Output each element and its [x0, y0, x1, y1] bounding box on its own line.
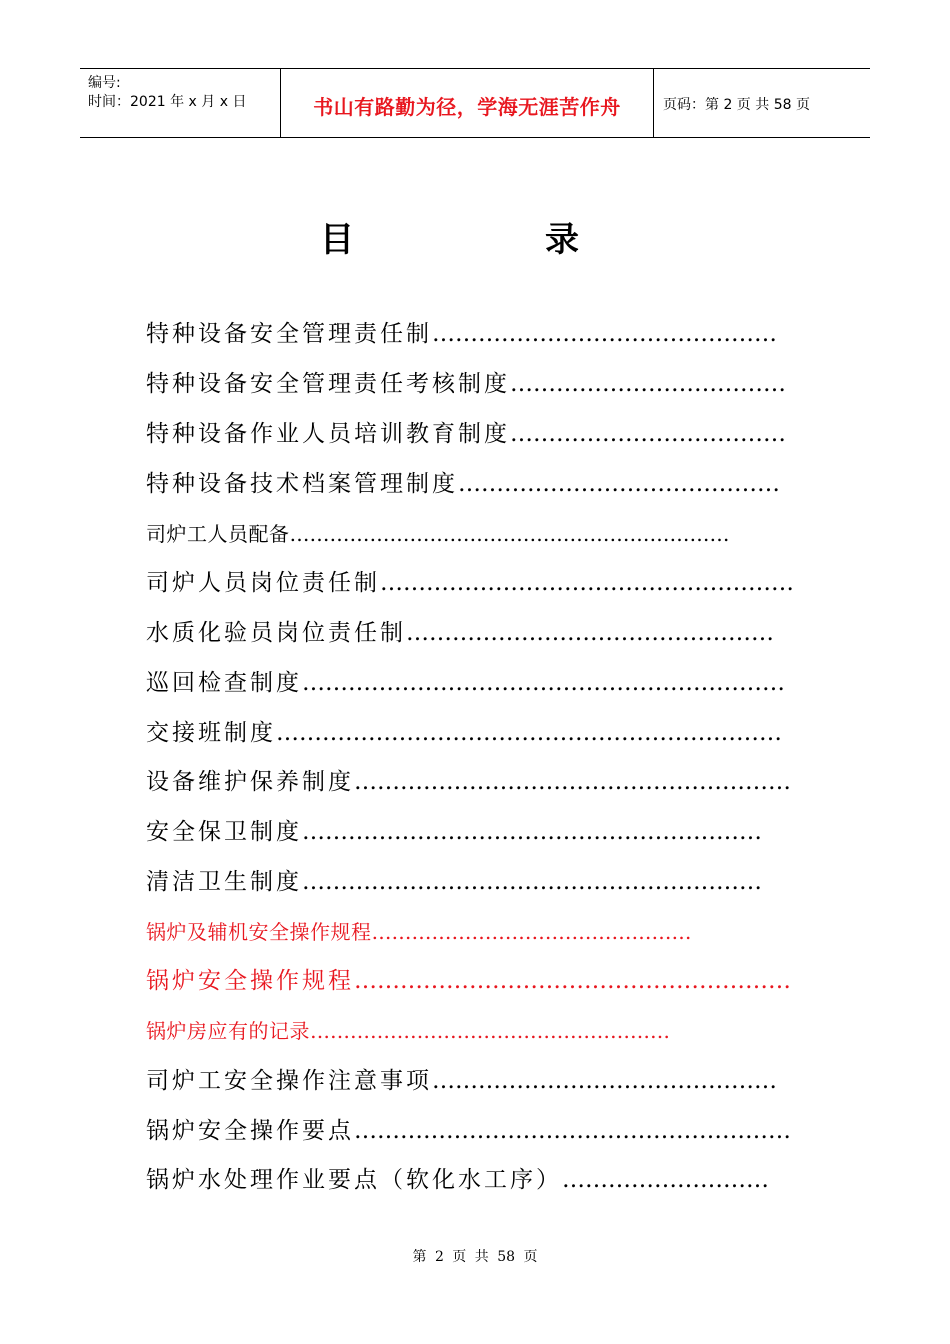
toc-item-text: 清洁卫生制度 [146, 869, 302, 895]
toc-item-text: 锅炉水处理作业要点（软化水工序） [146, 1167, 562, 1193]
toc-item[interactable] [146, 613, 774, 653]
header-left-cell [80, 69, 281, 137]
toc-item[interactable] [146, 314, 777, 354]
toc-item[interactable] [146, 663, 785, 703]
toc-item[interactable] [146, 762, 791, 802]
toc-item-text: 锅炉安全操作规程 [146, 968, 354, 994]
toc-leader-dots: ……………………………………………… [310, 1019, 670, 1043]
toc-item[interactable] [146, 514, 730, 554]
toc-item[interactable] [146, 961, 791, 1001]
toc-leader-dots: ……………………………………………… [380, 570, 794, 596]
document-date: 时间：2021 年 x 月 x 日 [88, 94, 247, 110]
toc-item-text: 锅炉安全操作要点 [146, 1118, 354, 1144]
header-motto: 书山有路勤为径，学海无涯苦作舟 [313, 95, 621, 119]
toc-item[interactable] [146, 812, 762, 852]
toc-leader-dots: ……………………………………… [432, 1068, 777, 1094]
toc-item-text: 巡回检查制度 [146, 670, 302, 696]
toc-item[interactable] [146, 464, 780, 504]
toc-leader-dots: …………………………………………………… [302, 869, 762, 895]
toc-item-text: 特种设备安全管理责任考核制度 [146, 371, 510, 397]
page-footer: 第 2 页 共 58 页 [412, 1249, 538, 1265]
toc-item-text: 水质化验员岗位责任制 [146, 620, 406, 646]
toc-item[interactable] [146, 1011, 670, 1051]
header-table [80, 68, 870, 138]
toc-leader-dots: …………………………………… [458, 471, 780, 497]
toc-leader-dots: ………………………………………………………… [289, 522, 730, 546]
page-title-part2: 录 [545, 220, 579, 260]
toc-item-text: 交接班制度 [146, 720, 276, 746]
toc-leader-dots: ……………………… [562, 1167, 769, 1193]
toc-item-text: 司炉人员岗位责任制 [146, 570, 380, 596]
toc-leader-dots: ………………………………………………… [354, 769, 791, 795]
toc-item-text: 司炉工安全操作注意事项 [146, 1068, 432, 1094]
toc-item[interactable] [146, 364, 786, 404]
document-number-label: 编号: [88, 75, 121, 91]
header-page-number: 页码：第 2 页 共 58 页 [663, 97, 810, 113]
page-title-part1: 目 [320, 220, 354, 260]
toc-leader-dots: ………………………………………… [406, 620, 774, 646]
toc-item[interactable] [146, 1061, 777, 1101]
toc-leader-dots: ……………………………………… [432, 321, 777, 347]
toc-leader-dots: ………………………………………… [371, 920, 692, 944]
header-center-cell [281, 69, 654, 137]
header-right-cell [654, 69, 870, 137]
toc-leader-dots: ………………………………………………… [354, 1118, 791, 1144]
toc-leader-dots: …………………………………………………… [302, 819, 762, 845]
toc-item[interactable] [146, 862, 762, 902]
toc-leader-dots: ………………………………………………… [354, 968, 791, 994]
toc-item-text: 特种设备技术档案管理制度 [146, 471, 458, 497]
toc-leader-dots: ……………………………… [510, 371, 786, 397]
toc-item[interactable] [146, 1111, 791, 1151]
toc-item-text: 司炉工人员配备 [146, 522, 290, 546]
toc-item[interactable] [146, 912, 692, 952]
toc-item-text: 锅炉房应有的记录 [146, 1019, 310, 1043]
toc-item-text: 设备维护保养制度 [146, 769, 354, 795]
toc-item-text: 安全保卫制度 [146, 819, 302, 845]
toc-item[interactable] [146, 563, 794, 603]
toc-item-text: 特种设备作业人员培训教育制度 [146, 421, 510, 447]
toc-item[interactable] [146, 713, 782, 753]
toc-leader-dots: ………………………………………………………… [276, 720, 782, 746]
toc-item-text: 锅炉及辅机安全操作规程 [146, 920, 372, 944]
toc-leader-dots: ……………………………… [510, 421, 786, 447]
toc-item-text: 特种设备安全管理责任制 [146, 321, 432, 347]
toc-leader-dots: ……………………………………………………… [302, 670, 785, 696]
toc-item[interactable] [146, 414, 786, 454]
toc-item[interactable] [146, 1160, 769, 1200]
